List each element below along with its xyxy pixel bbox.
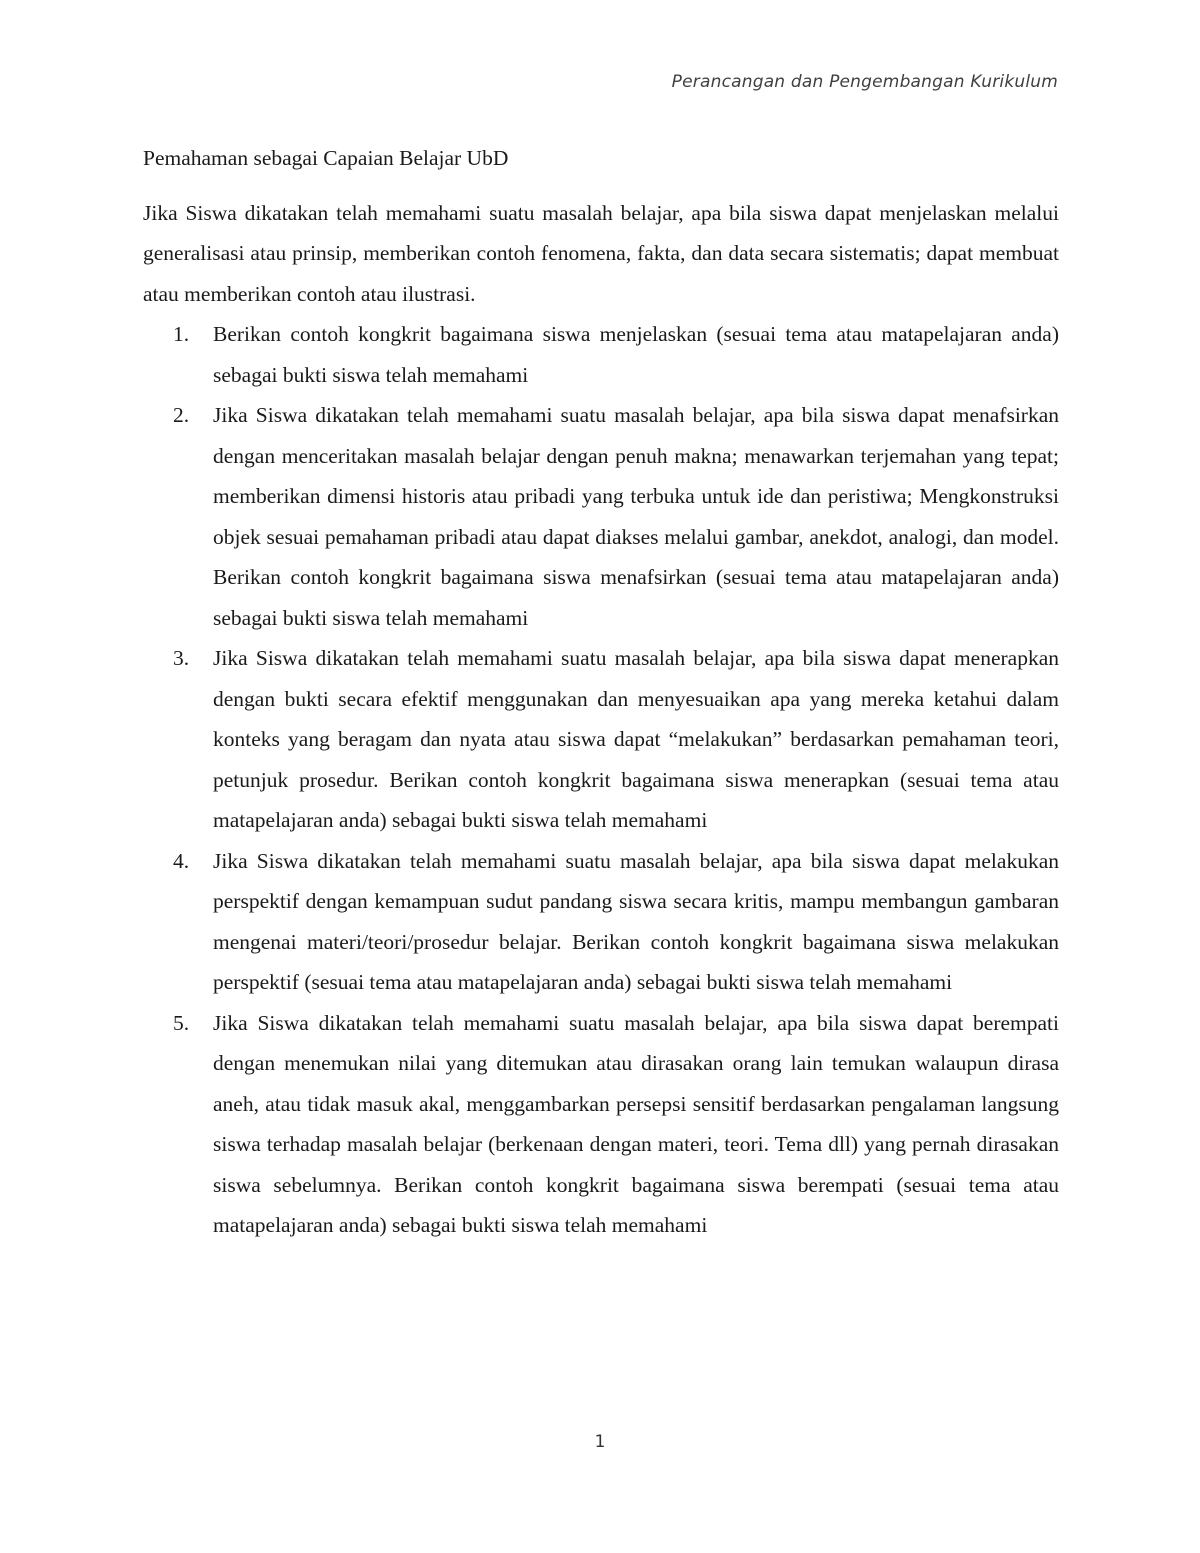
- list-item-number: 2.: [173, 403, 190, 427]
- list-item: [143, 1003, 1059, 1246]
- list-item: [143, 841, 1059, 1003]
- list-item-text: Jika Siswa dikatakan telah memahami suatu masalah belajar, apa bila siswa dapat menafsirkan dengan menceritakan masalah belajar dengan penuh makna; menawarkan terjemahan yang tepat; memberikan dimensi historis atau pribadi yang terbuka untuk ide dan peristiwa; Mengkonstruksi objek sesuai pemahaman pribadi atau dapat diakses melalui gambar, anekdot, analogi, dan model. Berikan contoh kongkrit bagaimana siswa menafsirkan (sesuai tema atau matapelajaran anda) sebagai bukti siswa telah memahami: [213, 403, 1059, 630]
- list-item-text: Jika Siswa dikatakan telah memahami suatu masalah belajar, apa bila siswa dapat melakukan perspektif dengan kemampuan sudut pandang siswa secara kritis, mampu membangun gambaran mengenai materi/teori/prosedur belajar. Berikan contoh kongkrit bagaimana siswa melakukan perspektif (sesuai tema atau matapelajaran anda) sebagai bukti siswa telah memahami: [213, 848, 1059, 994]
- list-item-number: 3.: [173, 646, 190, 670]
- list-item-text: Jika Siswa dikatakan telah memahami suatu masalah belajar, apa bila siswa dapat berempati dengan menemukan nilai yang ditemukan atau dirasakan orang lain temukan walaupun dirasa aneh, atau tidak masuk akal, menggambarkan persepsi sensitif berdasarkan pengalaman langsung siswa terhadap masalah belajar (berkenaan dengan materi, teori. Tema dll) yang pernah dirasakan siswa sebelumnya. Berikan contoh kongkrit bagaimana siswa berempati (sesuai tema atau matapelajaran anda) sebagai bukti siswa telah memahami: [213, 1010, 1059, 1237]
- running-header: Perancangan dan Pengembangan Kurikulum: [671, 72, 1058, 92]
- question-list: [143, 314, 1059, 1246]
- list-item-number: 1.: [173, 322, 190, 346]
- document-title: Pemahaman sebagai Capaian Belajar UbD: [143, 146, 509, 170]
- list-item-text: Jika Siswa dikatakan telah memahami suatu masalah belajar, apa bila siswa dapat menerapkan dengan bukti secara efektif menggunakan dan menyesuaikan apa yang mereka ketahui dalam konteks yang beragam dan nyata atau siswa dapat “melakukan” berdasarkan pemahaman teori, petunjuk prosedur. Berikan contoh kongkrit bagaimana siswa menerapkan (sesuai tema atau matapelajaran anda) sebagai bukti siswa telah memahami: [213, 646, 1059, 832]
- list-item: [143, 314, 1059, 395]
- list-item-number: 4.: [173, 848, 190, 873]
- intro-paragraph: Jika Siswa dikatakan telah memahami suatu masalah belajar, apa bila siswa dapat menjelaskan melalui generalisasi atau prinsip, memberikan contoh fenomena, fakta, dan data secara sistematis; dapat membuat atau memberikan contoh atau ilustrasi.: [143, 200, 1059, 306]
- list-item-number: 5.: [173, 1010, 190, 1035]
- list-item: [143, 638, 1059, 841]
- page-number: 1: [594, 1432, 606, 1452]
- document-body: [143, 138, 1059, 1246]
- list-item: [143, 395, 1059, 638]
- list-item-text: Berikan contoh kongkrit bagaimana siswa menjelaskan (sesuai tema atau matapelajaran anda) sebagai bukti siswa telah memahami: [213, 322, 1059, 387]
